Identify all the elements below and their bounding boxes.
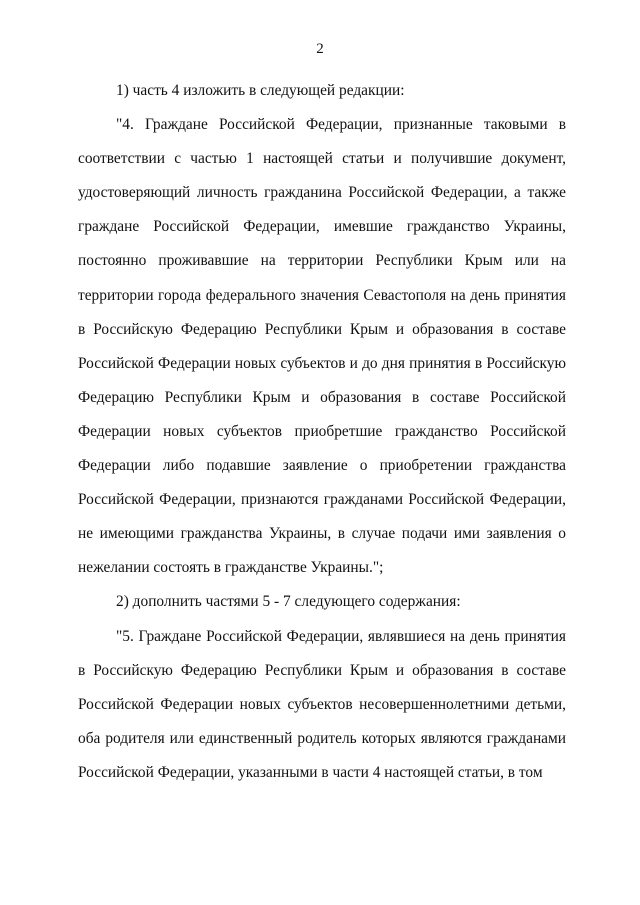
paragraph-part-5: "5. Граждане Российской Федерации, являвшиеся на день принятия в Российскую Федерацию Республики Крым и образования в составе Российской Федерации новых субъектов несовершеннолетними детьми, оба родителя или единственный родитель которых являются гражданами Российской Федерации, указанными в части 4 настоящей статьи, в том	[78, 627, 566, 781]
document-body	[78, 74, 566, 790]
paragraph-item-1: 1) часть 4 изложить в следующей редакции:	[116, 82, 405, 99]
paragraph-item-2: 2) дополнить частями 5 - 7 следующего содержания:	[116, 593, 461, 611]
paragraph-part-4: "4. Граждане Российской Федерации, признанные таковыми в соответствии с частью 1 настоящей статьи и получившие документ, удостоверяющий личность гражданина Российской Федерации, а также граждане Российской Федерации, имевшие гражданство Украины, постоянно проживавшие на территории Республики Крым или на территории города федерального значения Севастополя на день принятия в Российскую Федерацию Республики Крым и образования в составе Российской Федерации новых субъектов и до дня принятия в Российскую Федерацию Республики Крым и образования в составе Российской Федерации новых субъектов приобретшие гражданство Российской Федерации либо подавшие заявление о приобретении гражданства Российской Федерации, признаются гражданами Российской Федерации, не имеющими гражданства Украины, в случае подачи ими заявления о нежелании состоять в гражданстве Украины.";	[78, 116, 566, 577]
page-number: 2	[316, 41, 324, 57]
